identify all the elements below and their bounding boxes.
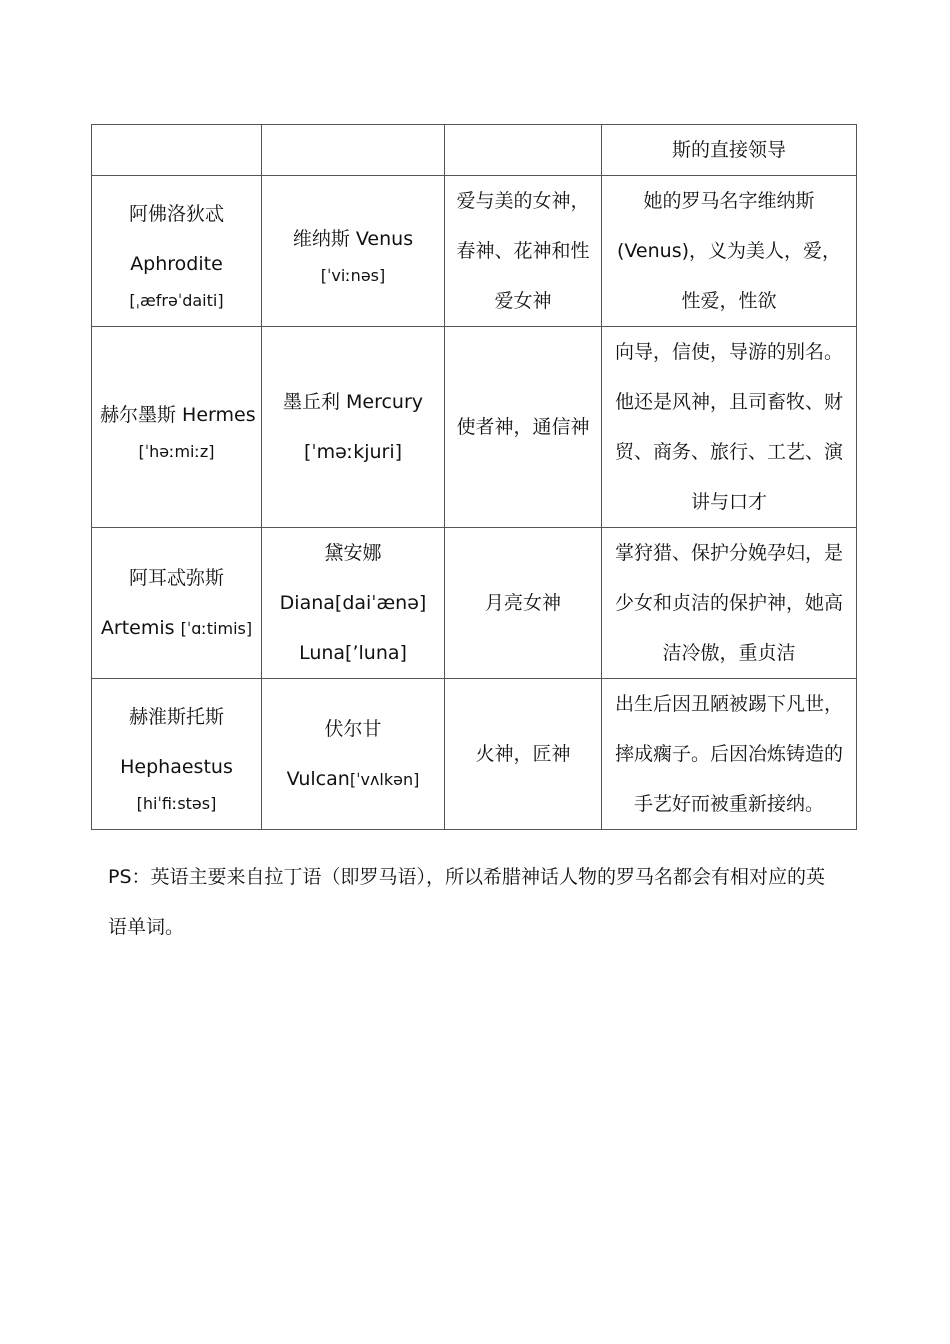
greek-name-en-ipa [100, 603, 253, 654]
description-line: 出生后因丑陋被踢下凡世， [614, 693, 843, 715]
roman-name-cell [262, 528, 445, 679]
table-row [92, 528, 857, 679]
table-row [92, 327, 857, 528]
greek-name-cell [92, 327, 262, 528]
description-cell [602, 528, 857, 679]
greek-name-cell [92, 176, 262, 327]
description-line: 向导，信使，导游的别名。 [614, 341, 843, 363]
roman-name-ipa: [ˈvʌlkən] [349, 769, 420, 789]
ps-note [108, 852, 848, 952]
greek-name-ipa: [ˌæfrəˈdaiti] [129, 291, 224, 310]
roman-name-cell [262, 176, 445, 327]
roman-name-line: Diana[daiˈænə] [279, 592, 427, 614]
roman-name-cell [262, 327, 445, 528]
greek-name-zh: 赫淮斯托斯 [128, 706, 224, 728]
greek-name-en: Aphrodite [130, 253, 223, 275]
description-line: 性爱，性欲 [681, 290, 777, 312]
greek-name-en: Hephaestus [120, 756, 233, 778]
gods-table [91, 124, 857, 830]
roman-name-ipa: [ˈviːnəs] [320, 266, 386, 285]
greek-name-ipa: [hiˈfiːstəs] [136, 794, 217, 813]
role-cell [445, 679, 602, 830]
roman-name-ipa: [ˈməːkjuri] [303, 441, 403, 463]
greek-name-zh: 阿耳忒弥斯 [128, 566, 224, 589]
roman-name-en-ipa [270, 754, 436, 805]
description-line: 少女和贞洁的保护神，她高 [614, 592, 843, 614]
greek-name-ipa: [ˈhəːmiːz] [138, 442, 215, 461]
roman-name: 维纳斯 Venus [292, 228, 414, 250]
role-cell [445, 125, 602, 176]
description-cell [602, 176, 857, 327]
greek-name-cell [92, 679, 262, 830]
role-line: 月亮女神 [484, 592, 561, 614]
description-line: (Venus)，义为美人，爱， [616, 240, 842, 262]
description-cell [602, 327, 857, 528]
greek-name: 赫尔墨斯 Hermes [100, 404, 256, 426]
table-row [92, 679, 857, 830]
description-cell [602, 679, 857, 830]
note-line: 语单词。 [108, 916, 185, 938]
role-cell [445, 176, 602, 327]
description-line: 她的罗马名字维纳斯 [643, 190, 815, 212]
role-line: 爱女神 [494, 290, 552, 312]
table-row [92, 125, 857, 176]
role-line: 火神，匠神 [475, 743, 571, 765]
role-line: 爱与美的女神， [456, 190, 590, 212]
roman-name-zh: 伏尔甘 [324, 717, 382, 740]
description-line: 手艺好而被重新接纳。 [633, 793, 824, 815]
description-line: 贸、商务、旅行、工艺、演 [614, 441, 843, 463]
roman-name-line: 黛安娜 [324, 542, 382, 564]
role-cell [445, 327, 602, 528]
greek-name-ipa: [ˈɑːtimis] [180, 618, 253, 638]
table-row [92, 176, 857, 327]
roman-name-line: Luna[’luna] [299, 642, 407, 664]
description-line: 掌狩猎、保护分娩孕妇，是 [614, 542, 843, 564]
roman-name-cell [262, 125, 445, 176]
role-line: 使者神，通信神 [456, 416, 590, 438]
greek-name-zh: 阿佛洛狄忒 [128, 203, 224, 225]
role-line: 春神、花神和性 [456, 240, 590, 262]
greek-name-cell [92, 528, 262, 679]
description-cell [602, 125, 857, 176]
greek-name-en: Artemis [100, 616, 175, 639]
description-line: 讲与口才 [690, 491, 767, 513]
description-line: 摔成瘸子。后因冶炼铸造的 [614, 743, 843, 765]
roman-name: 墨丘利 Mercury [282, 391, 424, 413]
description-line: 洁冷傲，重贞洁 [662, 642, 796, 664]
description-line: 斯的直接领导 [671, 139, 786, 161]
note-line: PS：英语主要来自拉丁语（即罗马语），所以希腊神话人物的罗马名都会有相对应的英 [108, 866, 826, 888]
role-cell [445, 528, 602, 679]
roman-name-en: Vulcan [286, 767, 350, 790]
greek-name-cell [92, 125, 262, 176]
roman-name-cell [262, 679, 445, 830]
description-line: 他还是风神，且司畜牧、财 [614, 391, 843, 413]
